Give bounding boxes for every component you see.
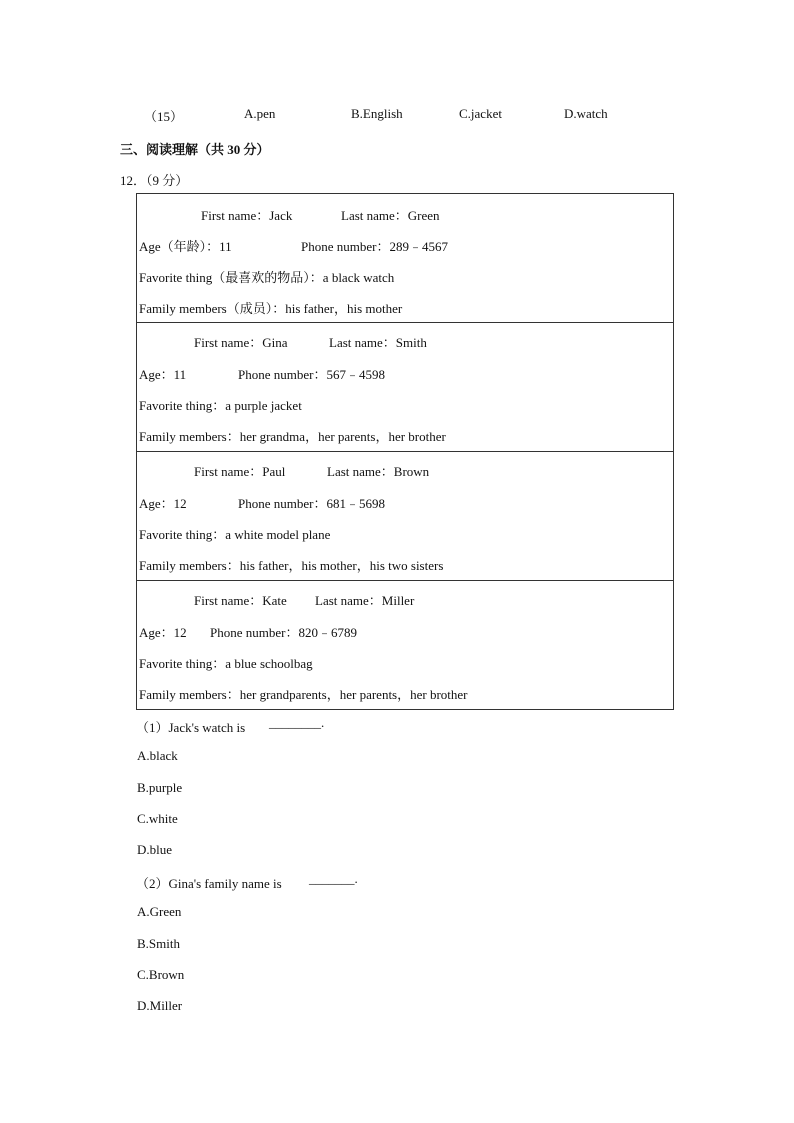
- first-name: First name：Paul: [194, 464, 286, 479]
- option-d: D.watch: [564, 106, 608, 121]
- last-name: Last name：Smith: [329, 335, 427, 350]
- last-name: Last name：Miller: [315, 593, 415, 608]
- phone-number: Phone number：567﹣4598: [238, 367, 385, 382]
- choice-b: B.Smith: [137, 936, 180, 951]
- answer-blank: _______.: [309, 871, 358, 886]
- option-b: B.English: [351, 106, 403, 121]
- question-12-label: 12．（9 分）: [120, 173, 189, 188]
- profile-card-kate: [136, 580, 674, 710]
- favorite-thing: Favorite thing（最喜欢的物品）：a black watch: [139, 270, 395, 285]
- phone-number: Phone number：681﹣5698: [238, 496, 385, 511]
- profile-card-paul: [136, 451, 674, 581]
- first-name: First name：Jack: [201, 208, 293, 223]
- question-1-stem: （1）Jack's watch is: [136, 720, 246, 735]
- option-a: A.pen: [244, 106, 276, 121]
- last-name: Last name：Brown: [327, 464, 430, 479]
- choice-c: C.Brown: [137, 967, 185, 982]
- phone-number: Phone number：820﹣6789: [210, 625, 357, 640]
- question-2-stem: （2）Gina's family name is: [136, 876, 282, 891]
- age: Age：11: [139, 367, 187, 382]
- favorite-thing: Favorite thing：a white model plane: [139, 527, 331, 542]
- choice-a: A.black: [137, 748, 178, 763]
- favorite-thing: Favorite thing：a purple jacket: [139, 398, 302, 413]
- choice-d: D.Miller: [137, 998, 183, 1013]
- profile-card-gina: [136, 322, 674, 452]
- profile-card-jack: [136, 193, 674, 323]
- choice-d: D.blue: [137, 842, 173, 857]
- family-members: Family members：her grandparents，her parents，her brother: [139, 687, 468, 702]
- question-number: （15）: [144, 109, 184, 124]
- last-name: Last name：Green: [341, 208, 440, 223]
- choice-a: A.Green: [137, 904, 182, 919]
- family-members: Family members（成员）：his father，his mother: [139, 301, 403, 316]
- age: Age（年龄）：11: [139, 239, 232, 254]
- age: Age：12: [139, 496, 187, 511]
- option-c: C.jacket: [459, 106, 502, 121]
- answer-blank: ________.: [269, 715, 325, 730]
- choice-c: C.white: [137, 811, 178, 826]
- phone-number: Phone number：289﹣4567: [301, 239, 448, 254]
- first-name: First name：Kate: [194, 593, 287, 608]
- family-members: Family members：her grandma，her parents，her brother: [139, 429, 446, 444]
- choice-b: B.purple: [137, 780, 183, 795]
- family-members: Family members：his father，his mother，his two sisters: [139, 558, 444, 573]
- age: Age：12: [139, 625, 187, 640]
- first-name: First name：Gina: [194, 335, 288, 350]
- favorite-thing: Favorite thing：a blue schoolbag: [139, 656, 313, 671]
- section-title: 三、阅读理解（共 30 分）: [120, 142, 270, 157]
